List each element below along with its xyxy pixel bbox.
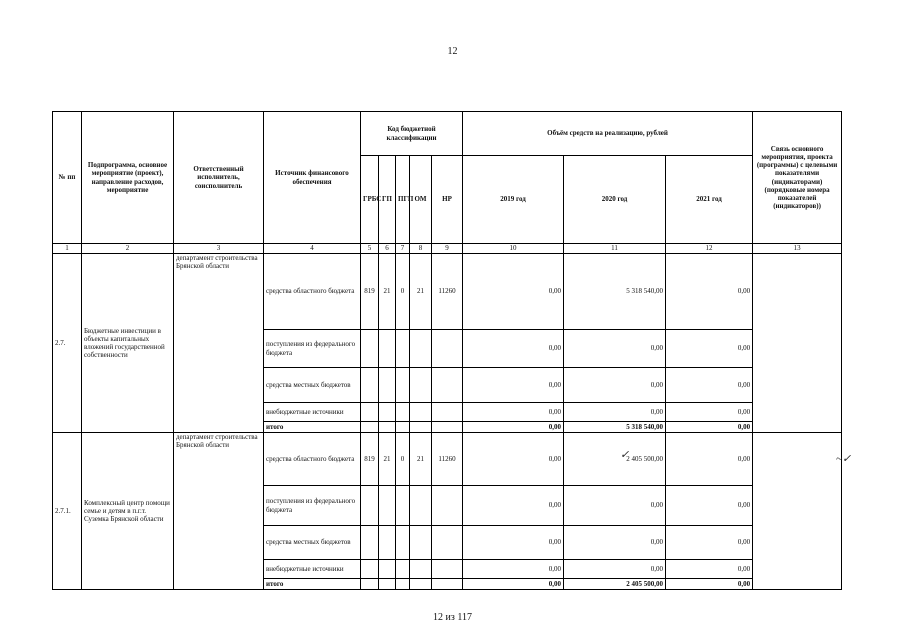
y2021-cell: 0,00 — [666, 254, 753, 330]
header-2019: 2019 год — [463, 156, 564, 244]
page-footer: 12 из 117 — [433, 612, 472, 623]
header-volume: Объём средств на реализацию, рублей — [463, 112, 753, 156]
group-number: 2.7. — [53, 254, 82, 433]
source-cell: поступления из федерального бюджета — [264, 330, 361, 368]
col-number: 8 — [410, 244, 432, 254]
header-gp: ГП — [379, 156, 396, 244]
pgp-cell: 0 — [396, 254, 410, 330]
om-cell: 21 — [410, 254, 432, 330]
group-executor: департамент строительства Брянской области — [174, 254, 264, 433]
source-cell: поступления из федерального бюджета — [264, 486, 361, 526]
source-cell: внебюджетные источники — [264, 403, 361, 422]
grbs-cell: 819 — [361, 254, 379, 330]
header-link: Связь основного мероприятия, проекта (программы) с целевыми показателями (индикаторами) (порядковые номера показателей (индикаторов)) — [753, 112, 842, 244]
y2020-cell: 0,00 — [564, 560, 666, 579]
y2019-cell: 0,00 — [463, 526, 564, 560]
y2019-cell: 0,00 — [463, 254, 564, 330]
col-number: 4 — [264, 244, 361, 254]
header-grbs: ГРБС — [361, 156, 379, 244]
y2021-cell: 0,00 — [666, 433, 753, 486]
header-om: ОМ — [410, 156, 432, 244]
y2020-cell: 0,00 — [564, 526, 666, 560]
table-row — [53, 254, 842, 330]
y2019-cell: 0,00 — [463, 403, 564, 422]
total-label: итого — [264, 579, 361, 590]
y2020-cell: 2 405 500,00 — [564, 433, 666, 486]
handwritten-check-mark: ✓ — [620, 449, 630, 461]
y2019-cell: 0,00 — [463, 433, 564, 486]
header-budget-code: Код бюджетной классификации — [361, 112, 463, 156]
y2021-cell: 0,00 — [666, 368, 753, 403]
total-2021: 0,00 — [666, 422, 753, 433]
col-number: 3 — [174, 244, 264, 254]
y2019-cell: 0,00 — [463, 560, 564, 579]
col-number: 10 — [463, 244, 564, 254]
nr-cell: 11260 — [432, 254, 463, 330]
group-number: 2.7.1. — [53, 433, 82, 590]
link-cell — [753, 433, 842, 590]
gp-cell: 21 — [379, 254, 396, 330]
header-nr: НР — [432, 156, 463, 244]
y2020-cell: 5 318 540,00 — [564, 254, 666, 330]
col-number: 5 — [361, 244, 379, 254]
page-number: 12 — [447, 46, 458, 57]
group-executor: департамент строительства Брянской области — [174, 433, 264, 590]
col-number: 11 — [564, 244, 666, 254]
total-2020: 2 405 500,00 — [564, 579, 666, 590]
y2019-cell: 0,00 — [463, 330, 564, 368]
om-cell: 21 — [410, 433, 432, 486]
col-number: 9 — [432, 244, 463, 254]
header-subprogram: Подпрограмма, основное мероприятие (проект), направление расходов, мероприятие — [82, 112, 174, 244]
source-cell: средства местных бюджетов — [264, 368, 361, 403]
header-no: № пп — [53, 112, 82, 244]
source-cell: внебюджетные источники — [264, 560, 361, 579]
grbs-cell: 819 — [361, 433, 379, 486]
budget-table — [52, 111, 842, 590]
total-2021: 0,00 — [666, 579, 753, 590]
y2019-cell: 0,00 — [463, 486, 564, 526]
col-number: 13 — [753, 244, 842, 254]
total-2019: 0,00 — [463, 422, 564, 433]
pgp-cell: 0 — [396, 433, 410, 486]
header-pgp: ПГП — [396, 156, 410, 244]
gp-cell: 21 — [379, 433, 396, 486]
y2021-cell: 0,00 — [666, 560, 753, 579]
y2020-cell: 0,00 — [564, 330, 666, 368]
source-cell: средства областного бюджета — [264, 254, 361, 330]
y2021-cell: 0,00 — [666, 486, 753, 526]
table-row — [53, 433, 842, 486]
total-label: итого — [264, 422, 361, 433]
nr-cell: 11260 — [432, 433, 463, 486]
y2020-cell: 0,00 — [564, 486, 666, 526]
y2021-cell: 0,00 — [666, 526, 753, 560]
col-number: 1 — [53, 244, 82, 254]
col-number: 2 — [82, 244, 174, 254]
header-source: Источник финансового обеспечения — [264, 112, 361, 244]
link-cell — [753, 254, 842, 433]
header-2020: 2020 год — [564, 156, 666, 244]
group-name: Бюджетные инвестиции в объекты капитальных вложений государственной собственности — [82, 254, 174, 433]
col-number: 7 — [396, 244, 410, 254]
y2021-cell: 0,00 — [666, 403, 753, 422]
header-2021: 2021 год — [666, 156, 753, 244]
y2019-cell: 0,00 — [463, 368, 564, 403]
header-executor: Ответственный исполнитель, соисполнитель — [174, 112, 264, 244]
y2020-cell: 0,00 — [564, 403, 666, 422]
source-cell: средства местных бюджетов — [264, 526, 361, 560]
source-cell: средства областного бюджета — [264, 433, 361, 486]
total-2020: 5 318 540,00 — [564, 422, 666, 433]
col-number: 6 — [379, 244, 396, 254]
total-2019: 0,00 — [463, 579, 564, 590]
group-name: Комплексный центр помощи семье и детям в п.г.т. Суземка Брянской области — [82, 433, 174, 590]
y2020-cell: 0,00 — [564, 368, 666, 403]
y2021-cell: 0,00 — [666, 330, 753, 368]
handwritten-initials-mark: ~✓ — [836, 453, 852, 465]
col-number: 12 — [666, 244, 753, 254]
